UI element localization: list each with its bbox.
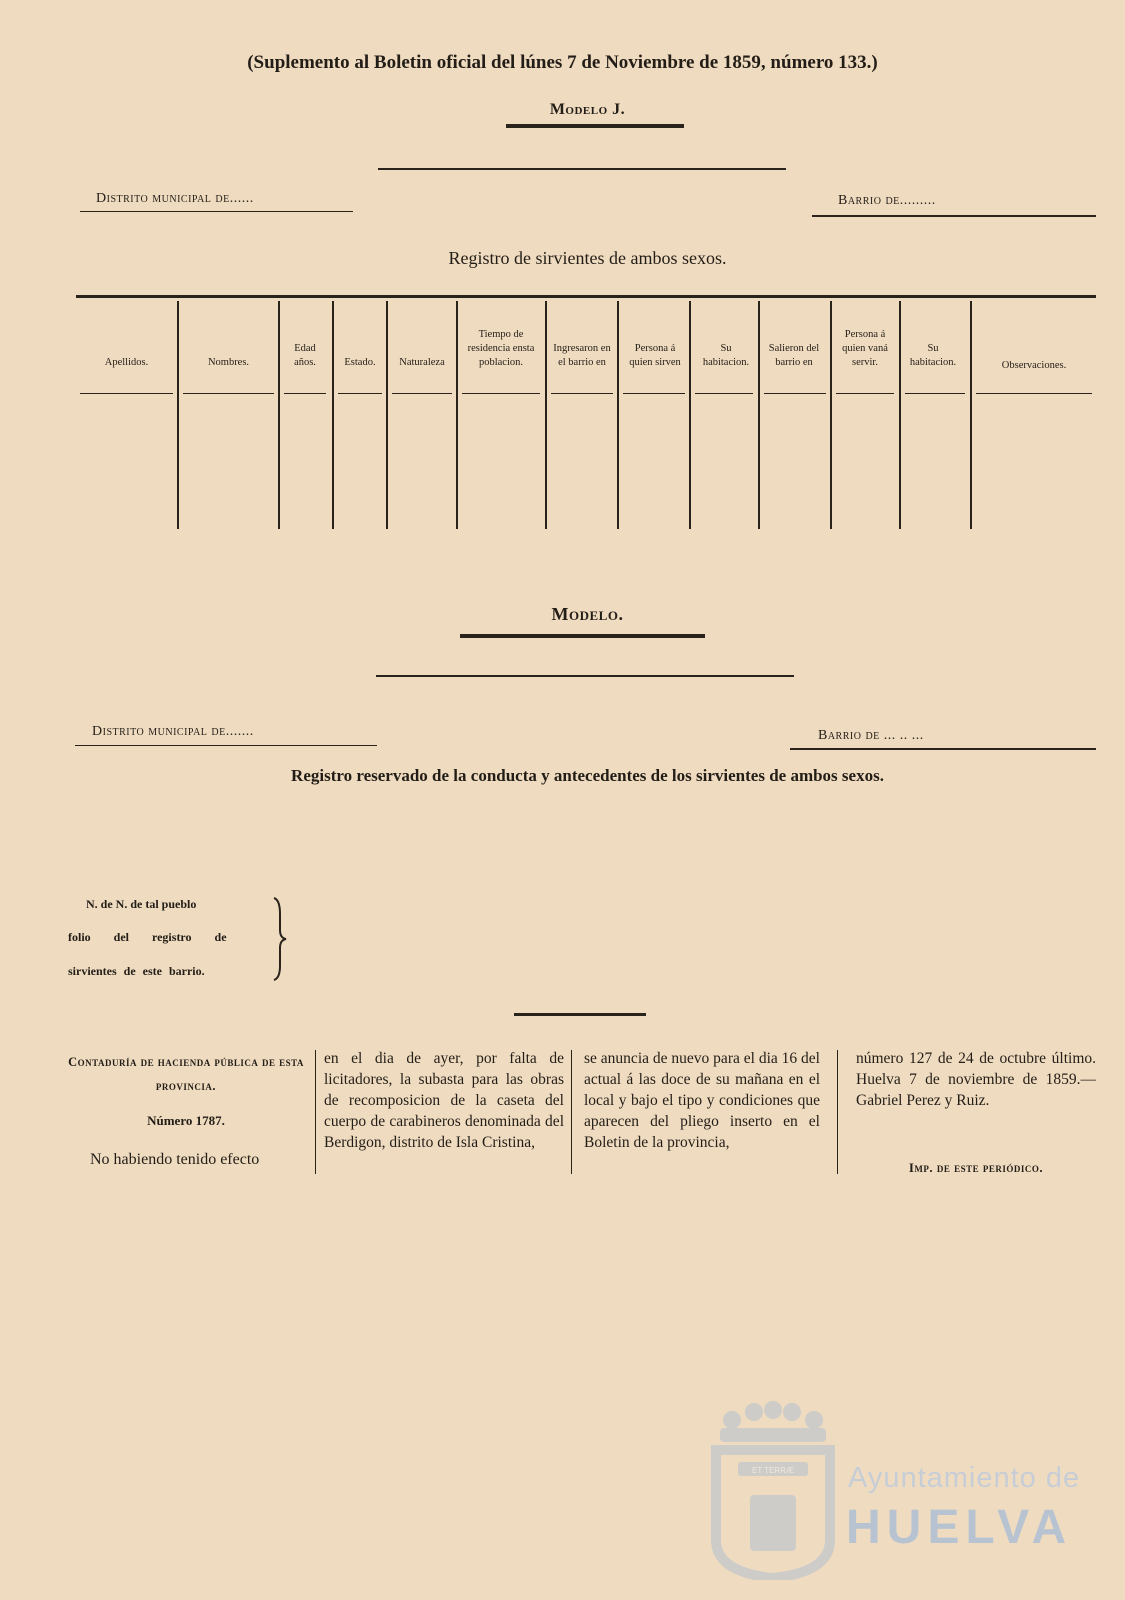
table-column xyxy=(972,295,1096,530)
imprint: Imp. de este periódico. xyxy=(908,1160,1044,1175)
barrio-label: Barrio de ... .. ... xyxy=(818,728,924,743)
table-column xyxy=(547,295,617,530)
table-column xyxy=(760,295,830,530)
column-header: Naturaleza xyxy=(399,357,445,368)
district-underline xyxy=(75,745,377,746)
district-label: Distrito municipal de....... xyxy=(92,724,254,739)
watermark-line1: Ayuntamiento de xyxy=(848,1462,1081,1494)
column-separator xyxy=(837,1050,838,1174)
entry-line: sirvientes de este barrio. xyxy=(68,964,205,978)
modelo-underline xyxy=(460,634,705,638)
column-header: Ingresaron en el barrio en xyxy=(553,343,611,368)
barrio-underline xyxy=(812,215,1096,217)
table-column xyxy=(458,295,544,530)
register-table xyxy=(76,295,1096,530)
column-underline xyxy=(623,393,685,394)
barrio-label: Barrio de......... xyxy=(838,193,936,208)
watermark-line2: HUELVA xyxy=(846,1501,1073,1554)
table-column xyxy=(388,295,456,530)
column-underline xyxy=(338,393,382,394)
column-separator xyxy=(315,1050,316,1174)
column-header: Edad años. xyxy=(294,343,316,368)
column-underline xyxy=(183,393,274,394)
column-header: Persona á quien vaná servir. xyxy=(842,329,888,368)
column-header: Apellidos. xyxy=(104,357,149,368)
column-underline xyxy=(462,393,540,394)
column-header: Su habitacion. xyxy=(702,343,750,368)
table-column xyxy=(691,295,757,530)
column-header: Nombres. xyxy=(207,357,250,368)
district-underline xyxy=(80,211,353,212)
table-column xyxy=(179,295,278,530)
column-header: Observaciones. xyxy=(1001,360,1067,371)
column-underline xyxy=(695,393,753,394)
column-underline xyxy=(976,393,1092,394)
column-header: Persona á quien sirven xyxy=(629,343,681,368)
register-title: Registro de sirvientes de ambos sexos. xyxy=(448,248,727,268)
table-column xyxy=(619,295,689,530)
section-end-rule xyxy=(514,1013,646,1016)
supplement-header: (Suplemento al Boletin oficial del lúnes 7 de Noviembre de 1859, número 133.) xyxy=(247,52,878,73)
column-header: Salieron del barrio en xyxy=(768,343,820,368)
entry-line: folio del registro de xyxy=(68,930,227,944)
notice-heading: Contaduría de hacienda pública de esta provincia. xyxy=(68,1055,304,1093)
modelo-title: Modelo. xyxy=(551,604,624,624)
separator-rule xyxy=(378,168,786,170)
district-label: Distrito municipal de...... xyxy=(96,191,254,206)
column-header: Estado. xyxy=(344,357,376,368)
table-column xyxy=(280,295,330,530)
notice-col2: en el dia de ayer, por falta de licitadores, la subasta para las obras de recomposicion de la caseta del cuerpo de carabineros denominada del Berdigon, distrito de Isla Cristina, xyxy=(324,1050,564,1151)
column-header: Tiempo de residencia ensta poblacion. xyxy=(467,329,535,368)
column-underline xyxy=(764,393,826,394)
table-column xyxy=(832,295,898,530)
table-column xyxy=(334,295,386,530)
separator-rule xyxy=(376,675,794,677)
coat-of-arms-icon xyxy=(710,1400,836,1580)
entry-line: N. de N. de tal pueblo xyxy=(86,897,197,911)
table-column xyxy=(901,295,969,530)
column-underline xyxy=(905,393,965,394)
seal-text: ET TERRÆ xyxy=(752,1466,794,1475)
notice-col1: No habiendo tenido efecto xyxy=(90,1151,260,1168)
barrio-underline xyxy=(790,748,1096,750)
reserved-register-title: Registro reservado de la conducta y antecedentes de los sirvientes de ambos sexos. xyxy=(291,766,884,785)
notice-heading-block xyxy=(66,1050,306,1098)
column-underline xyxy=(284,393,326,394)
modelo-j-underline xyxy=(506,124,684,128)
notice-number: Número 1787. xyxy=(147,1113,225,1128)
column-underline xyxy=(836,393,894,394)
modelo-j-title: Modelo J. xyxy=(549,101,626,118)
column-underline xyxy=(392,393,452,394)
notice-col4: número 127 de 24 de octubre último. Huelva 7 de noviembre de 1859.—Gabriel Perez y Ruiz. xyxy=(856,1050,1096,1109)
column-underline xyxy=(80,393,173,394)
notice-col3: se anuncia de nuevo para el dia 16 del actual á las doce de su mañana en el local y bajo el tipo y condiciones que aparecen del pliego inserto en el Boletin de la provincia, xyxy=(584,1050,820,1151)
column-underline xyxy=(551,393,613,394)
table-column xyxy=(76,295,177,530)
curly-brace-icon xyxy=(270,896,290,982)
column-header: Su habitacion. xyxy=(909,343,957,368)
column-separator xyxy=(571,1050,572,1174)
